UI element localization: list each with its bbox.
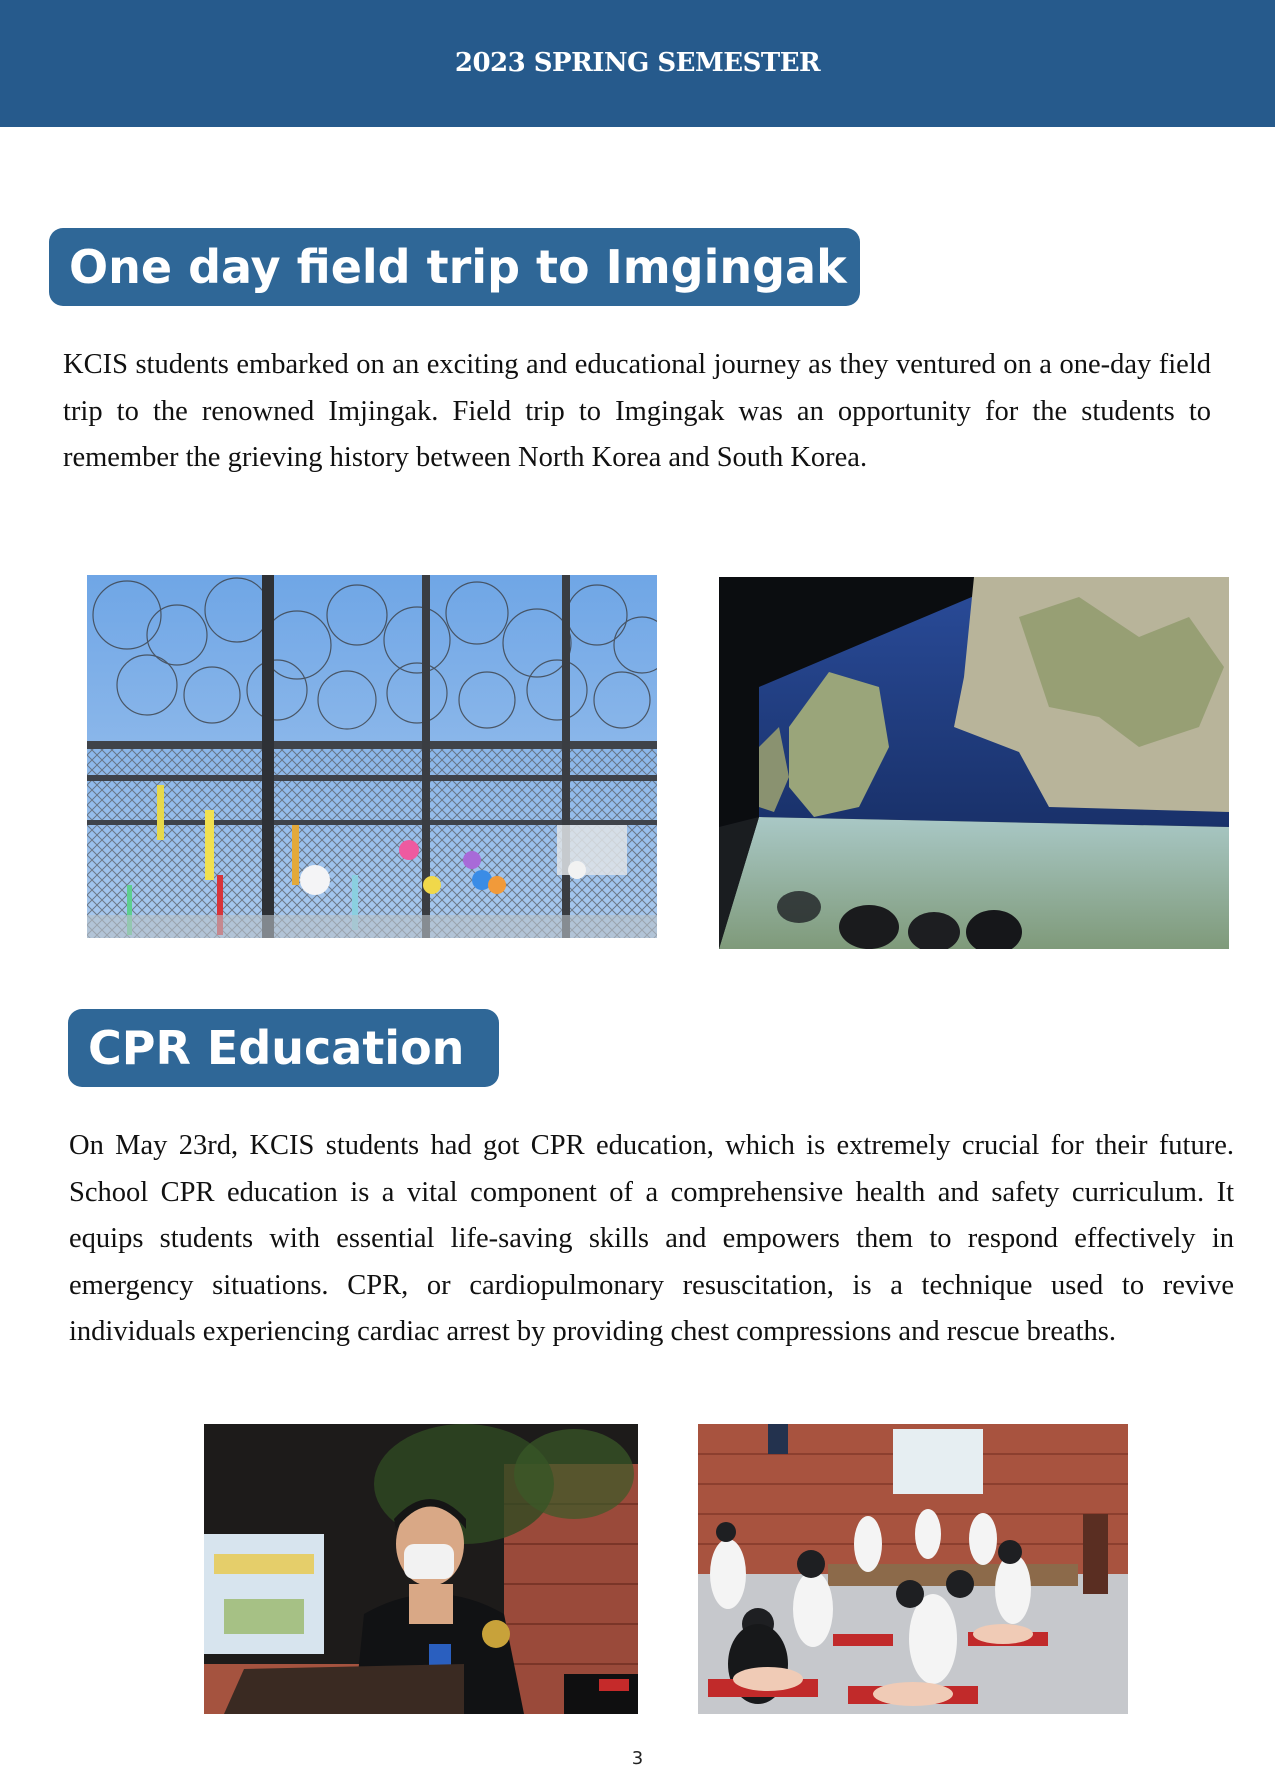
page-number: 3 [631,1748,644,1769]
section-heading-cpr: CPR Education [68,1009,499,1087]
photo-cpr-practice [698,1424,1128,1714]
header-title: 2023 SPRING SEMESTER [454,47,821,78]
page-header [0,0,1275,127]
photo-barbed-wire-fence [87,575,657,938]
photo-immersive-map-exhibit [719,577,1229,949]
photo-cpr-instructor [204,1424,638,1714]
section-body-cpr: On May 23rd, KCIS students had got CPR education, which is extremely crucial for their future. School CPR education is a vital component of a comprehensive health and safety curriculum. It equips students with essential life-saving skills and empowers them to respond effectively in emergency situations. CPR, or cardiopulmonary resuscitation, is a technique used to revive individuals experiencing cardiac arrest by providing chest compressions and rescue breaths. [69,1130,1234,1347]
section-body-field-trip: KCIS students embarked on an exciting and educational journey as they ventured on a one-day field trip to the renowned Imjingak. Field trip to Imgingak was an opportunity for the students to remember the grieving history between North Korea and South Korea. [63,349,1211,473]
section-heading-field-trip: One day field trip to Imgingak [49,228,860,306]
